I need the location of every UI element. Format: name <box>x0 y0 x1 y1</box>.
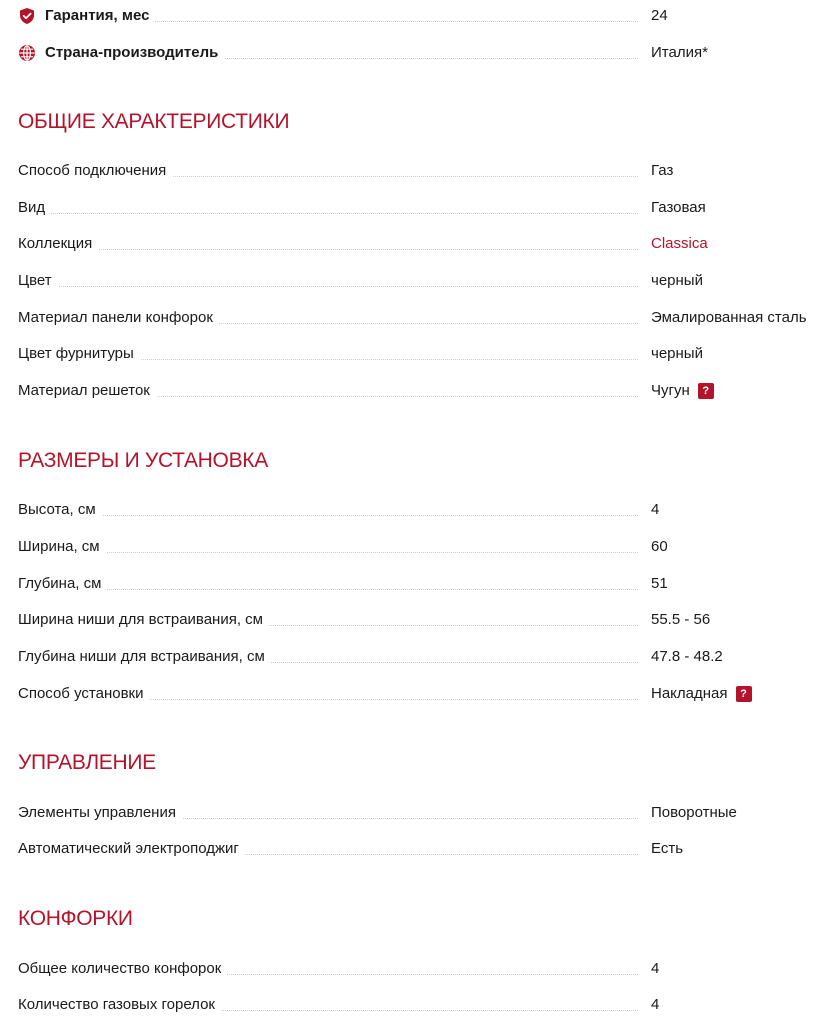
spec-label: Ширина, см <box>18 535 106 559</box>
spec-value: черный <box>651 272 703 289</box>
spec-value: 4 <box>651 996 660 1013</box>
dotted-leader <box>18 552 638 553</box>
spec-label: Вид <box>18 196 51 220</box>
spec-label: Материал решеток <box>18 379 156 403</box>
collection-link[interactable]: Classica <box>651 235 708 252</box>
dotted-leader <box>18 515 638 516</box>
spec-value: 47.8 - 48.2 <box>651 648 723 665</box>
spec-row <box>18 498 822 522</box>
dotted-leader <box>18 286 638 287</box>
section-title-controls: УПРАВЛЕНИЕ <box>18 751 156 774</box>
spec-value: Италия* <box>651 44 708 61</box>
spec-label: Страна-производитель <box>18 41 224 65</box>
spec-label: Количество газовых горелок <box>18 993 221 1017</box>
spec-label: Ширина ниши для встраивания, см <box>18 608 269 632</box>
spec-value: 4 <box>651 960 660 977</box>
spec-label: Глубина, см <box>18 572 107 596</box>
spec-value: Газовая <box>651 199 706 216</box>
spec-row <box>18 957 822 981</box>
spec-row <box>18 306 822 330</box>
spec-row <box>18 159 822 183</box>
spec-value: Есть <box>651 840 684 857</box>
spec-row <box>18 379 822 403</box>
shield-check-icon <box>18 7 36 25</box>
spec-value: Газ <box>651 162 674 179</box>
section-title-dimensions: РАЗМЕРЫ И УСТАНОВКА <box>18 449 268 472</box>
help-button[interactable]: ? <box>698 383 714 399</box>
spec-label: Глубина ниши для встраивания, см <box>18 645 271 669</box>
spec-row <box>18 801 822 825</box>
spec-row-country <box>18 41 822 65</box>
spec-label: Коллекция <box>18 232 98 256</box>
spec-value-text: Чугун <box>651 382 690 399</box>
spec-label: Материал панели конфорок <box>18 306 219 330</box>
spec-row <box>18 535 822 559</box>
spec-row <box>18 196 822 220</box>
dotted-leader <box>18 249 638 250</box>
spec-row-warranty <box>18 4 822 28</box>
spec-row <box>18 572 822 596</box>
spec-value-text: Накладная <box>651 685 728 702</box>
spec-label: Высота, см <box>18 498 102 522</box>
spec-row <box>18 608 822 632</box>
spec-value-with-help <box>651 682 752 706</box>
spec-row <box>18 342 822 366</box>
spec-value: 4 <box>651 501 660 518</box>
spec-label: Цвет <box>18 269 58 293</box>
spec-row <box>18 993 822 1017</box>
spec-label: Способ подключения <box>18 159 172 183</box>
spec-row <box>18 269 822 293</box>
spec-value: 24 <box>651 7 668 24</box>
spec-label: Способ установки <box>18 682 149 706</box>
spec-value: Поворотные <box>651 804 737 821</box>
help-button[interactable]: ? <box>736 686 752 702</box>
globe-icon <box>18 44 36 62</box>
spec-value-with-help <box>651 379 714 403</box>
spec-label: Элементы управления <box>18 801 182 825</box>
spec-row <box>18 645 822 669</box>
spec-value: черный <box>651 345 703 362</box>
dotted-leader <box>18 589 638 590</box>
spec-value: 60 <box>651 538 668 555</box>
dotted-leader <box>18 213 638 214</box>
spec-row <box>18 232 822 256</box>
section-title-burners: КОНФОРКИ <box>18 907 133 930</box>
spec-row <box>18 837 822 861</box>
section-title-general: ОБЩИЕ ХАРАКТЕРИСТИКИ <box>18 110 290 133</box>
spec-row <box>18 682 822 706</box>
spec-value: 55.5 - 56 <box>651 611 711 628</box>
spec-label: Общее количество конфорок <box>18 957 227 981</box>
spec-value: 51 <box>651 575 668 592</box>
spec-label: Гарантия, мес <box>18 4 155 28</box>
spec-value: Эмалированная сталь <box>651 309 807 326</box>
spec-label: Автоматический электроподжиг <box>18 837 245 861</box>
spec-label: Цвет фурнитуры <box>18 342 140 366</box>
